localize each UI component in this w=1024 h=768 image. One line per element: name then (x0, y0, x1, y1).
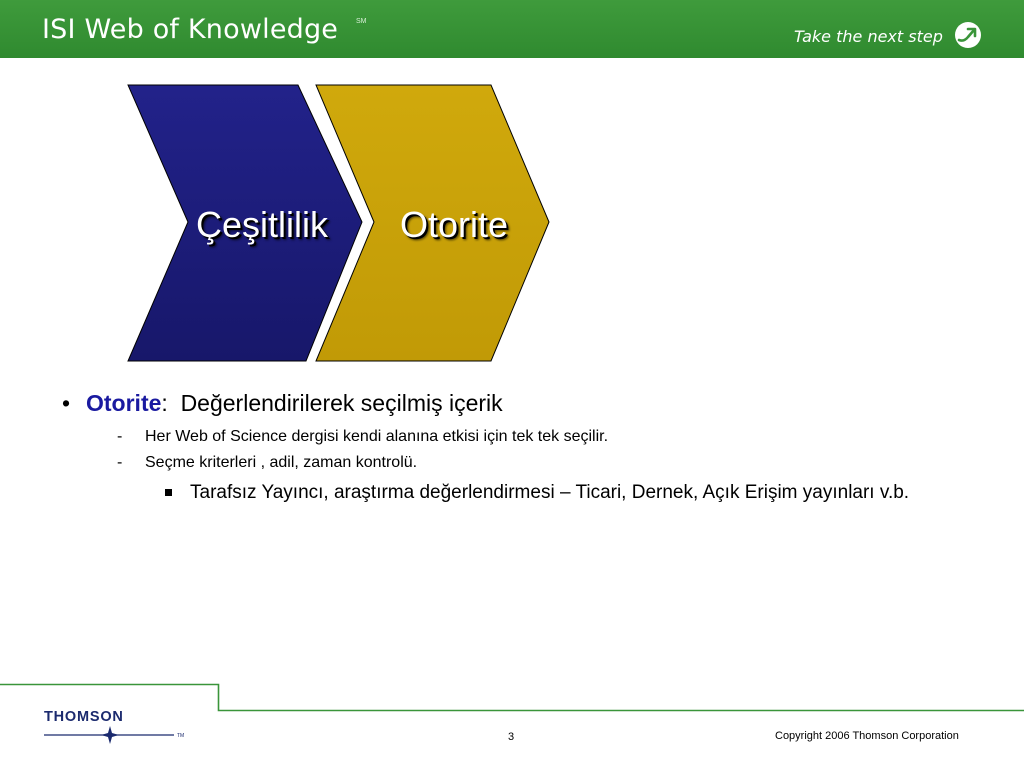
bullet-dot: • (62, 390, 71, 416)
chevron-label-otorite: Otorite (400, 204, 509, 245)
service-mark: SM (356, 18, 367, 25)
page-number: 3 (508, 731, 515, 743)
tagline: Take the next step (794, 27, 943, 46)
dash-bullet: - (117, 428, 123, 445)
copyright: Copyright 2006 Thomson Corporation (775, 730, 959, 742)
thomson-logo (44, 708, 194, 748)
chevron-label-cesitlilik: Çeşitlilik (196, 204, 329, 245)
thomson-star-icon (101, 726, 119, 744)
sub-sub-item-text: Tarafsız Yayıncı, araştırma değerlendirmesi – Ticari, Dernek, Açık Erişim yayınları v.b. (190, 482, 910, 503)
sub-item-text: Seçme kriterleri , adil, zaman kontrolü. (145, 454, 418, 471)
bullet-colon: : (161, 390, 168, 416)
bullet-term: Otorite (86, 390, 162, 416)
thomson-wordmark: THOMSON (44, 709, 124, 725)
bullet-text: Değerlendirilerek seçilmiş içerik (180, 390, 503, 416)
dash-bullet: - (117, 454, 123, 471)
brand-title: ISI Web of Knowledge (42, 14, 339, 45)
trademark: TM (177, 733, 185, 739)
sub-item-text: Her Web of Science dergisi kendi alanına etkisi için tek tek seçilir. (145, 428, 609, 445)
